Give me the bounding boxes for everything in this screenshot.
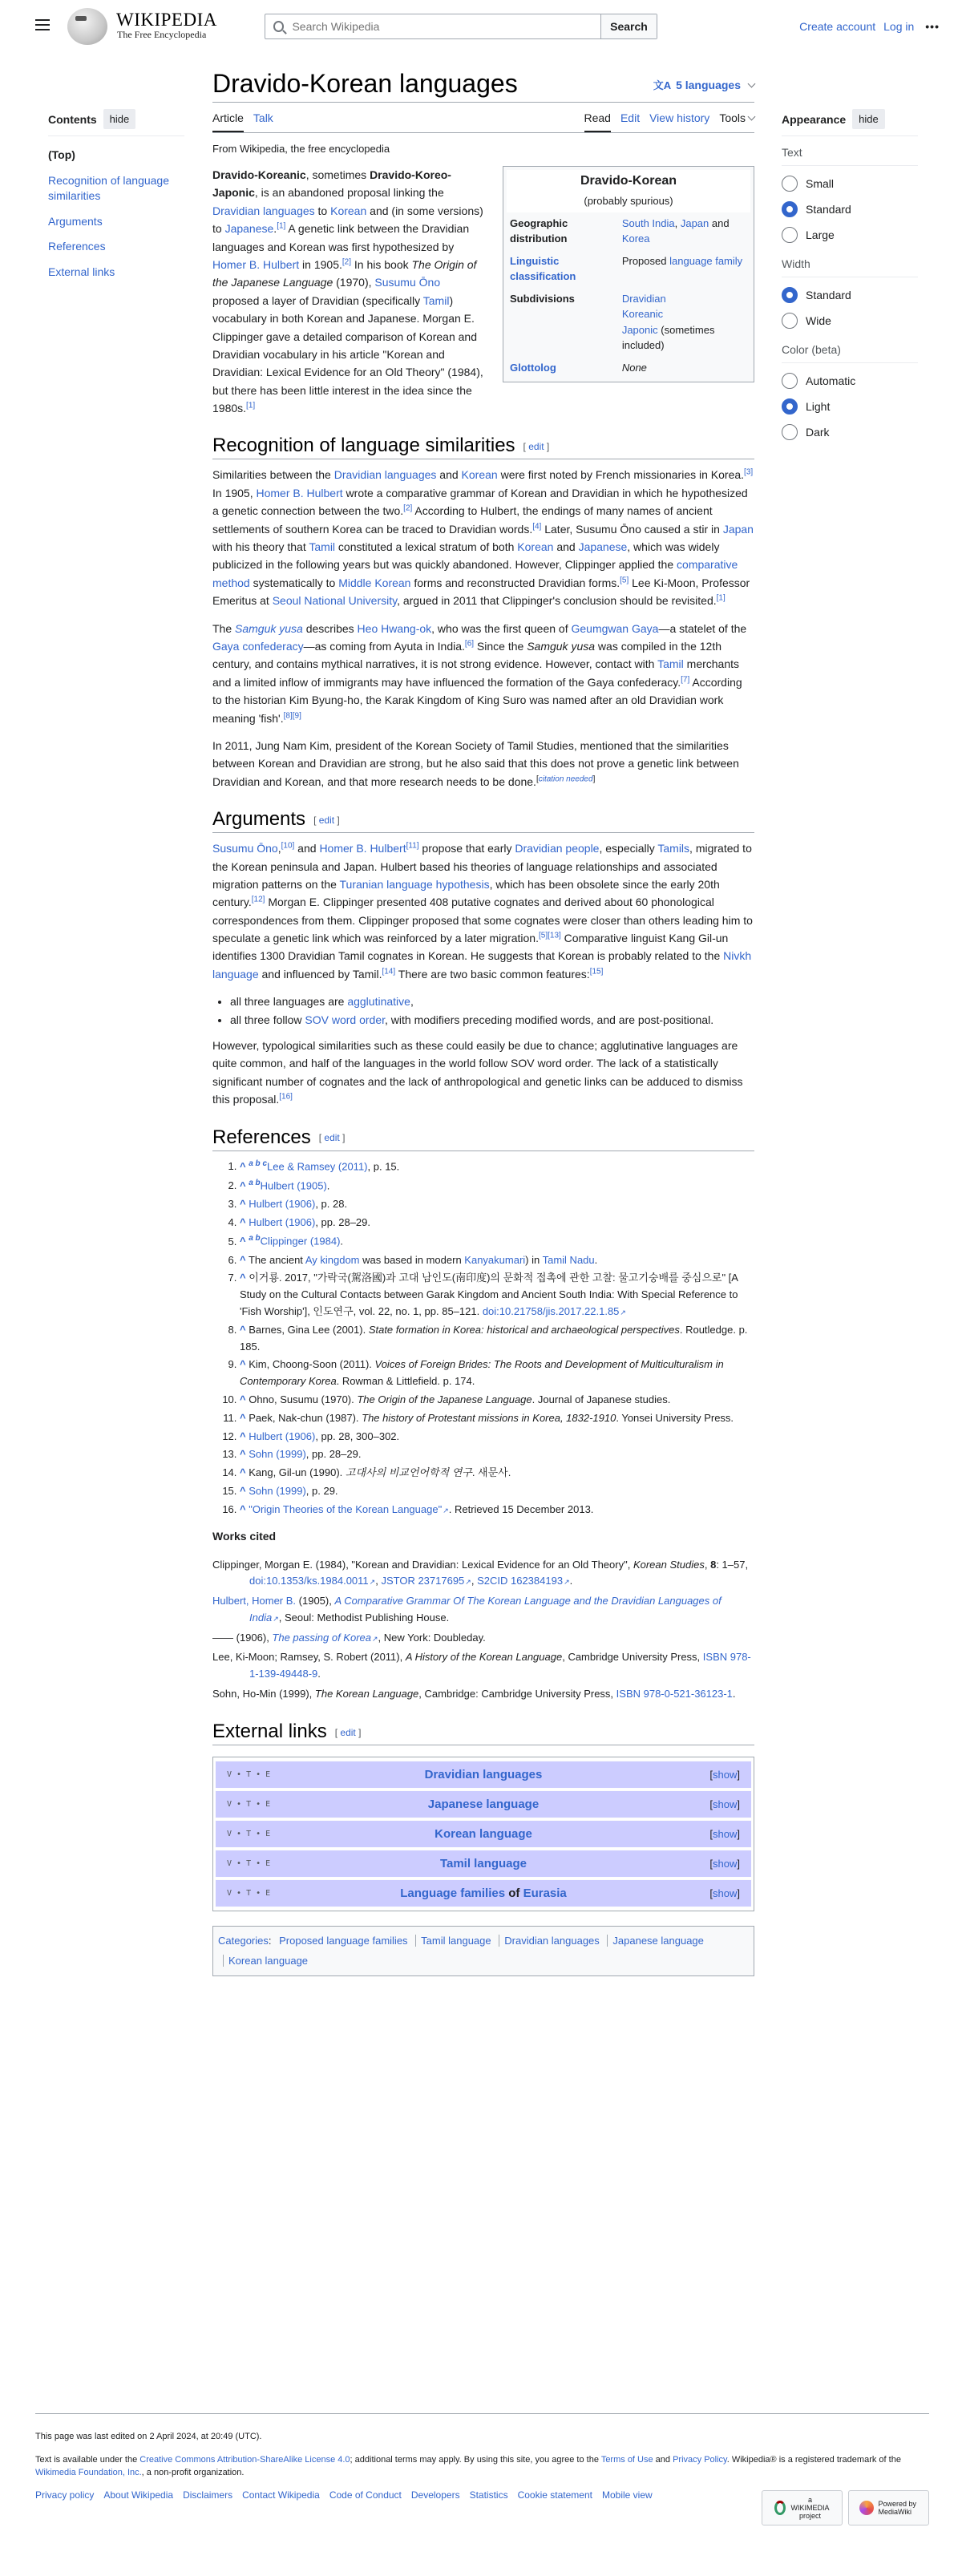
infobox-table <box>507 212 750 379</box>
backlink-caret[interactable]: ^ <box>240 1272 246 1284</box>
wikimedia-foundation-link[interactable]: Wikimedia Foundation, Inc. <box>35 2468 142 2477</box>
navbox-title <box>275 1827 692 1841</box>
citation-needed-link[interactable]: citation needed <box>538 774 593 784</box>
mediawiki-logo-icon <box>859 2501 874 2515</box>
category-link[interactable]: Japanese language <box>612 1934 704 1947</box>
link-korean[interactable]: Korean <box>330 204 367 217</box>
works-cited-item: Clippinger, Morgan E. (1984), "Korean and Dravidian: Lexical Evidence for an Old Theory", Korean Studies, 8: 1–57, doi:10.1353/ks.1984.0011 ↗ , JSTOR 23717695 ↗ , S2CID 162384193 ↗ . <box>212 1557 754 1591</box>
appearance-hide-button[interactable]: hide <box>852 109 885 129</box>
navbox <box>215 1850 752 1878</box>
isbn-link[interactable]: ISBN 978-0-521-36123-1 <box>616 1688 733 1700</box>
book-title: The Origin of the Japanese Language <box>212 257 477 289</box>
infobox-subtitle: (probably spurious) <box>507 192 750 212</box>
user-links <box>799 20 940 33</box>
citation-link[interactable]: [13] <box>548 931 561 940</box>
work-link[interactable]: A Comparative Grammar Of The Korean Language and the Dravidian Languages of India ↗ <box>249 1595 722 1624</box>
infobox-value-link[interactable]: Koreanic <box>621 308 664 320</box>
infobox-value-link[interactable]: Korea <box>621 233 650 245</box>
reference-item: 9. ^ Kim, Choong-Soon (2011). Voices of Foreign Brides: The Roots and Development of Multiculturalism in Contemporary Korea. Rowman & Littlefield. p. 174. <box>240 1357 754 1390</box>
radio-button[interactable] <box>782 287 798 303</box>
works-cited-item: Lee, Ki-Moon; Ramsey, S. Robert (2011), A History of the Korean Language, Cambridge University Press, ISBN 978-1-139-49448-9. <box>212 1651 751 1680</box>
tab-view-history[interactable]: View history <box>649 111 710 124</box>
translate-icon: 文A <box>653 79 672 91</box>
toc-item-external-links[interactable]: External links <box>48 265 115 278</box>
works-cited-item: —— (1906), The passing of Korea ↗ , New York: Doubleday. <box>212 1630 754 1647</box>
wikipedia-wordmark[interactable]: WIKIPEDIA <box>116 10 217 30</box>
identifier-link[interactable]: JSTOR 23717695 ↗ <box>381 1575 471 1587</box>
wikipedia-globe-logo[interactable] <box>67 8 107 45</box>
section-heading-references: References [ edit ] <box>212 1126 754 1151</box>
reference-item: 12. ^ Hulbert (1906), pp. 28, 300–302. <box>240 1429 754 1446</box>
list-item: • all three follow SOV word order, with modifiers preceding modified words, and are post-positional. <box>230 1011 754 1029</box>
reference-item: 6. ^ The ancient Ay kingdom was based in modern Kanyakumari) in Tamil Nadu. <box>240 1252 754 1269</box>
backlink-caret[interactable]: ^ <box>240 1235 246 1248</box>
citation-link[interactable]: [9] <box>292 710 301 720</box>
footer-link-developers[interactable]: Developers <box>410 2489 460 2501</box>
link-gaya-confederacy[interactable]: Gaya confederacy <box>212 639 304 653</box>
navbox-show-toggle[interactable]: [show] <box>709 1887 740 1899</box>
toc-hide-button[interactable]: hide <box>103 109 136 129</box>
page-footer <box>35 2413 929 2520</box>
infobox-label-link[interactable]: Linguistic classification <box>510 254 576 282</box>
link-homer-hulbert[interactable]: Homer B. Hulbert <box>319 842 406 855</box>
paragraph: Similarities between the Dravidian languages and Korean were first noted by French missionaries in Korea.[3] In 1905, Homer B. Hulbert wrote a comparative grammar of Korean and Dravidian in which he hypothesized a genetic connection between the two.[2] According to Hulbert, the endings of many names of ancient settlements of southern Korea can be traced to Dravidian words.[4] Later, Susumu Ōno caused a stir in Japan with his theory that Tamil constituted a lexical stratum of both Korean and Japanese, which was widely publicized in the following years but was quickly abandoned. However, Clippinger applied the comparative method systematically to Middle Korean forms and reconstructed Dravidian forms.[5] Lee Ki-Moon, Professor Emeritus at Seoul National University, argued in 2011 that Clippinger's conclusion should be revisited.[1] <box>212 467 754 608</box>
reference-link[interactable]: Tamil Nadu <box>542 1253 595 1266</box>
section-heading-recognition: Recognition of language similarities [ edit ] <box>212 435 754 459</box>
backlink-caret[interactable]: ^ <box>240 1430 246 1442</box>
appearance-option-light[interactable] <box>782 394 918 419</box>
navbox-title-link[interactable]: Japanese language <box>427 1797 540 1811</box>
reference-link[interactable]: Lee & Ramsey (2011) <box>267 1159 368 1172</box>
backlink-caret[interactable]: ^ <box>240 1323 246 1336</box>
radio-button[interactable] <box>782 201 798 217</box>
reference-link[interactable]: Sohn (1999) <box>249 1484 306 1497</box>
tab-article[interactable]: Article <box>212 111 244 132</box>
radio-label: Dark <box>806 426 830 439</box>
backlink-caret[interactable]: ^ <box>240 1179 246 1192</box>
category-links: Categories: Proposed language families Tamil language Dravidian languages Japanese language Korean language <box>212 1926 754 1976</box>
vte-links[interactable]: V • T • E <box>227 1829 271 1838</box>
edit-section-link[interactable]: edit <box>340 1726 356 1738</box>
reference-item: 2. ^ $^{a b}$Hulbert (1905). <box>240 1177 754 1195</box>
link-tamil[interactable]: Tamil <box>657 657 684 671</box>
wikimedia-project-badge[interactable]: a WIKIMEDIA project <box>762 2490 843 2525</box>
appearance-option-large[interactable] <box>782 222 918 248</box>
reference-link[interactable]: Ay kingdom <box>305 1253 360 1266</box>
link-geumgwan-gaya[interactable]: Geumgwan Gaya <box>571 621 659 635</box>
appearance-group-label: Color (beta) <box>782 334 918 363</box>
backlink-caret[interactable]: ^ <box>240 1253 246 1266</box>
category-link[interactable]: Dravidian languages <box>504 1934 600 1947</box>
radio-label: Small <box>806 177 835 190</box>
article-body <box>212 166 754 1976</box>
footer-link-disclaimers[interactable]: Disclaimers <box>183 2489 233 2501</box>
footer-link-privacy-policy[interactable]: Privacy policy <box>35 2489 95 2501</box>
radio-label: Wide <box>806 314 831 327</box>
tab-read[interactable]: Read <box>584 111 611 132</box>
category-link[interactable]: Proposed language families <box>279 1934 408 1947</box>
features-list <box>212 993 754 1029</box>
appearance-option-automatic[interactable] <box>782 368 918 394</box>
infobox-value-link[interactable]: Japonic <box>621 323 658 336</box>
link-japan[interactable]: Japan <box>722 522 754 536</box>
footer-link-cookie-statement[interactable]: Cookie statement <box>517 2489 592 2501</box>
citation-link[interactable]: [12] <box>251 895 265 904</box>
last-edited-text: This page was last edited on 2 April 2024, at 20:49 (UTC). <box>35 2432 262 2441</box>
infobox-label: Subdivisions <box>510 292 575 305</box>
link-japanese[interactable]: Japanese <box>224 222 274 236</box>
reference-link[interactable]: Sohn (1999) <box>249 1448 306 1461</box>
link-tamil[interactable]: Tamil <box>309 540 336 554</box>
infobox-value: Proposed language family <box>621 254 743 267</box>
citation-link[interactable]: [11] <box>406 841 419 851</box>
appearance-option-small[interactable] <box>782 171 918 196</box>
backlink-caret[interactable]: ^ <box>240 1159 246 1172</box>
toc-item-arguments[interactable]: Arguments <box>48 214 103 228</box>
backlink-caret[interactable]: ^ <box>240 1502 246 1515</box>
footer-link-mobile-view[interactable]: Mobile view <box>601 2489 653 2501</box>
backlink-caret[interactable]: ^ <box>240 1466 246 1479</box>
create-account-link[interactable]: Create account <box>799 20 876 33</box>
navbox-title <box>275 1768 692 1781</box>
license-text: Text is available under the Creative Commons Attribution-ShareAlike License 4.0; additional terms may apply. By using this site, you agree to the Terms of Use and Privacy Policy. Wikipedia® is a registered trademark of the Wikimedia Foundation, Inc., a non-profit organization. <box>35 2454 901 2477</box>
paragraph: However, typological similarities such as these could easily be due to chance; agglutinative languages are quite common, and half of the languages in the world follow SOV word order. The lack of a statistically significant number of cognates and the lack of anthropological and genetic links can be adduced to dismiss this proposal.[16] <box>212 1039 743 1106</box>
vte-links[interactable]: V • T • E <box>227 1799 271 1809</box>
vte-links[interactable]: V • T • E <box>227 1769 271 1779</box>
backlink-caret[interactable]: ^ <box>240 1215 246 1228</box>
vte-links[interactable]: V • T • E <box>227 1858 271 1868</box>
link-agglutinative[interactable]: agglutinative <box>347 995 410 1009</box>
table-of-contents <box>48 109 184 290</box>
link-dravidian-people[interactable]: Dravidian people <box>515 842 600 855</box>
citation-link[interactable]: [7] <box>681 675 690 685</box>
appearance-panel <box>782 109 918 445</box>
reference-item: 4. ^ Hulbert (1906), pp. 28–29. <box>240 1215 754 1231</box>
navbox-title-link[interactable]: Eurasia <box>523 1886 567 1900</box>
radio-button[interactable] <box>782 373 798 389</box>
citation-link[interactable]: [16] <box>279 1092 293 1102</box>
backlink-caret[interactable]: ^ <box>240 1448 246 1461</box>
reference-link[interactable]: doi:10.21758/jis.2017.22.1.85 ↗ <box>483 1305 626 1317</box>
reference-link[interactable]: Clippinger (1984) <box>260 1235 341 1248</box>
infobox-row <box>507 250 750 288</box>
author-link[interactable]: Hulbert, Homer B. <box>212 1595 297 1607</box>
chevron-down-icon <box>748 113 756 121</box>
edit-section-link[interactable]: edit <box>318 814 335 826</box>
navbox-show-toggle[interactable]: [show] <box>709 1798 740 1810</box>
citation-link[interactable]: [5] <box>538 931 548 940</box>
link-samguk-yusa[interactable]: Samguk yusa <box>235 621 303 635</box>
navbox-title-link[interactable]: Language families <box>400 1886 506 1900</box>
link-tamil[interactable]: Tamil <box>422 293 450 307</box>
link-korean[interactable]: Korean <box>461 468 498 482</box>
reference-item: 16. ^ "Origin Theories of the Korean Language" ↗ . Retrieved 15 December 2013. <box>240 1502 754 1519</box>
infobox-label <box>507 357 619 379</box>
appearance-title: Appearance <box>782 112 847 126</box>
search-icon <box>273 21 284 32</box>
isbn-link[interactable]: ISBN 978-1-139-49448-9 <box>249 1651 751 1680</box>
navbox-title: Language families of Eurasia <box>400 1886 567 1900</box>
radio-button[interactable] <box>782 227 798 243</box>
infobox <box>503 166 754 382</box>
reference-item: 3. ^ Hulbert (1906), p. 28. <box>240 1196 754 1213</box>
backlink-caret[interactable]: ^ <box>240 1393 246 1405</box>
citation-link[interactable]: [3] <box>744 467 754 477</box>
toc-item-top[interactable]: (Top) <box>48 148 75 161</box>
terms-of-use-link[interactable]: Terms of Use <box>600 2454 653 2465</box>
tab-tools[interactable] <box>719 111 754 132</box>
link-homer-hulbert[interactable]: Homer B. Hulbert <box>256 486 343 499</box>
link-susumu-ono[interactable]: Susumu Ōno <box>212 842 278 855</box>
backlink-letters[interactable]: a b <box>249 1178 261 1187</box>
section-heading-arguments: Arguments [ edit ] <box>212 808 754 833</box>
link-turanian-hypothesis[interactable]: Turanian language hypothesis <box>339 877 490 891</box>
appearance-option-standard[interactable] <box>782 282 918 308</box>
link-dravidian-languages[interactable]: Dravidian languages <box>212 204 315 217</box>
citation-link[interactable]: [8] <box>283 710 293 720</box>
main-content <box>212 69 754 1976</box>
category-link[interactable]: Korean language <box>228 1954 309 1967</box>
navbox <box>215 1879 752 1907</box>
backlink-caret[interactable]: ^ <box>240 1358 246 1371</box>
link-dravidian-languages[interactable]: Dravidian languages <box>333 468 437 482</box>
backlink-letters[interactable]: a b <box>249 1234 261 1244</box>
reference-link[interactable]: Hulbert (1905) <box>260 1179 327 1192</box>
navboxes <box>212 1757 754 1911</box>
citation-link[interactable]: [6] <box>464 639 475 649</box>
link-tamils[interactable]: Tamils <box>657 842 690 855</box>
language-count: 5 languages <box>676 78 741 91</box>
reference-item: 15. ^ Sohn (1999), p. 29. <box>240 1483 754 1500</box>
radio-label: Automatic <box>806 374 856 387</box>
references-list <box>212 1158 754 1519</box>
search-form <box>265 14 657 39</box>
citation-link[interactable]: [14] <box>382 967 396 977</box>
infobox-label-link[interactable]: Glottolog <box>510 361 556 374</box>
citation-link[interactable]: [2] <box>342 257 351 267</box>
citation-link[interactable]: [1] <box>716 593 726 603</box>
navbox <box>215 1790 752 1818</box>
link-heo-hwang-ok[interactable]: Heo Hwang-ok <box>357 621 432 635</box>
reference-link[interactable]: Hulbert (1906) <box>249 1197 316 1210</box>
navbox-title-link[interactable]: Korean language <box>435 1826 532 1841</box>
reference-item: 11. ^ Paek, Nak-chun (1987). The history of Protestant missions in Korea, 1832-1910. Yonsei University Press. <box>240 1410 754 1427</box>
infobox-value-link[interactable]: Japan <box>680 216 709 229</box>
toc-item-references[interactable]: References <box>48 240 106 253</box>
reference-item: 8. ^ Barnes, Gina Lee (2001). State formation in Korea: historical and archaeological perspectives. Routledge. p. 185. <box>240 1322 754 1356</box>
citation-link[interactable]: [1] <box>277 221 286 231</box>
link-middle-korean[interactable]: Middle Korean <box>338 576 411 589</box>
works-cited-heading: Works cited <box>212 1529 277 1543</box>
navbox-title-link[interactable]: Tamil language <box>439 1856 527 1870</box>
infobox-label: Geographic distribution <box>510 216 568 245</box>
edit-section-link[interactable]: edit <box>528 441 544 453</box>
footer-link-about-wikipedia[interactable]: About Wikipedia <box>103 2489 174 2501</box>
navbox <box>215 1820 752 1848</box>
infobox-value-link[interactable]: language family <box>669 254 743 267</box>
radio-button[interactable] <box>782 398 798 415</box>
wikipedia-tagline: The Free Encyclopedia <box>117 29 207 40</box>
tools-label: Tools <box>719 111 746 124</box>
infobox-row <box>507 212 750 250</box>
bold-term: Dravido-Koreo-Japonic <box>212 168 451 200</box>
radio-button[interactable] <box>782 313 798 329</box>
paragraph: Susumu Ōno,[10] and Homer B. Hulbert[11] propose that early Dravidian people, especially Tamils, migrated to the Korean peninsula and Japan. Hulbert based his theories of language relationships and associated migration patterns on the Turanian language hypothesis, which has been obsolete since the early 20th century.[12] Morgan E. Clippinger presented 408 putative cognates and derived about 60 phonological correspondences from them. Clippinger proposed that some cognates were closer than others leading him to speculate a genetic link which was reinforced by a later migration.[5][13] Comparative linguist Kang Gil-un identifies 1300 Dravidian Tamil cognates in Korean. He suggests that Korean is probably related to the Nivkh language and influenced by Tamil.[14] There are two basic common features:[15] <box>212 841 753 981</box>
appearance-group-label: Width <box>782 248 918 277</box>
identifier-link[interactable]: S2CID 162384193 ↗ <box>477 1575 570 1587</box>
navbox <box>215 1761 752 1789</box>
infobox-label <box>507 250 619 288</box>
link-comparative-method[interactable]: comparative method <box>212 558 738 589</box>
backlink-caret[interactable]: ^ <box>240 1411 246 1424</box>
footer-link-contact-wikipedia[interactable]: Contact Wikipedia <box>242 2489 320 2501</box>
radio-label: Standard <box>806 289 851 301</box>
link-homer-hulbert[interactable]: Homer B. Hulbert <box>212 257 300 271</box>
appearance-option-wide[interactable] <box>782 308 918 334</box>
citation-link[interactable]: [10] <box>281 841 295 851</box>
chevron-down-icon <box>748 79 756 87</box>
citation-link[interactable]: [4] <box>532 521 542 531</box>
categories-label-link[interactable]: Categories <box>218 1934 269 1947</box>
log-in-link[interactable]: Log in <box>883 20 915 33</box>
category-link[interactable]: Tamil language <box>421 1934 491 1947</box>
appearance-option-dark[interactable] <box>782 419 918 445</box>
infobox-value: Dravidian Koreanic Japonic (sometimes included) <box>621 292 715 351</box>
main-menu-button[interactable] <box>35 19 50 30</box>
navbox-title-link[interactable]: Dravidian languages <box>424 1767 543 1781</box>
citation-link[interactable]: [15] <box>589 967 604 977</box>
navbox-show-toggle[interactable]: [show] <box>709 1768 740 1781</box>
reference-link[interactable]: Kanyakumari <box>464 1253 526 1266</box>
radio-label: Light <box>806 400 831 413</box>
footer-link-statistics[interactable]: Statistics <box>469 2489 508 2501</box>
reference-link[interactable]: Hulbert (1906) <box>249 1430 316 1442</box>
toc-item-recognition[interactable]: Recognition of language similarities <box>48 173 170 203</box>
citation-link[interactable]: [2] <box>403 503 413 513</box>
reference-item: 5. ^ $^{a b}$Clippinger (1984). <box>240 1232 754 1250</box>
infobox-value: South India, Japan and Korea <box>621 216 730 245</box>
infobox-row <box>507 288 750 357</box>
page-title: Dravido-Korean languages <box>212 69 518 98</box>
infobox-value: None <box>621 361 647 374</box>
backlink-caret[interactable]: ^ <box>240 1197 246 1210</box>
section-heading-external-links: External links [ edit ] <box>212 1721 754 1745</box>
search-input[interactable] <box>290 19 600 34</box>
vte-links[interactable]: V • T • E <box>227 1888 271 1898</box>
works-cited-list <box>212 1557 754 1703</box>
site-tagline: From Wikipedia, the free encyclopedia <box>212 143 390 155</box>
powered-by-mediawiki-badge[interactable]: Powered by MediaWiki <box>848 2490 929 2525</box>
radio-label: Standard <box>806 203 851 216</box>
tab-edit[interactable]: Edit <box>620 111 641 124</box>
search-button[interactable]: Search <box>600 14 657 38</box>
infobox-row <box>507 357 750 379</box>
citation-link[interactable]: [5] <box>620 576 629 585</box>
link-susumu-ono[interactable]: Susumu Ōno <box>374 276 441 289</box>
infobox-title: Dravido-Korean <box>507 170 750 192</box>
bold-term: Dravido-Koreanic <box>212 168 306 181</box>
radio-button[interactable] <box>782 176 798 192</box>
reference-item: 7. ^ 이거룡. 2017, "가락국(駕洛國)과 고대 남인도(南印度)의 문화적 접촉에 관한 고찰: 물고기숭배를 중심으로" [A Study on the Cultural Contacts between Garak Kingdom and Ancient South India: With Special Reference to 'Fish Worship'], 인도연구, vol. 22, no. 1, pp. 85–121. doi:10.21758/jis.2017.22.1.85 ↗ <box>240 1270 754 1320</box>
link-seoul-national-university[interactable]: Seoul National University <box>272 594 398 608</box>
radio-button[interactable] <box>782 424 798 440</box>
work-link[interactable]: The passing of Korea ↗ <box>272 1632 378 1644</box>
navbox-show-toggle[interactable]: [show] <box>709 1827 740 1840</box>
reference-item: 13. ^ Sohn (1999), pp. 28–29. <box>240 1446 754 1463</box>
appearance-group-label: Text <box>782 136 918 166</box>
navbox-title <box>275 1798 692 1811</box>
reference-item: 1. ^ $^{a b c}$Lee & Ramsey (2011), p. 15. <box>240 1158 754 1175</box>
reference-link[interactable]: "Origin Theories of the Korean Language" ↗ <box>249 1503 449 1515</box>
infobox-value-link[interactable]: South India <box>621 216 675 229</box>
privacy-policy-link[interactable]: Privacy Policy <box>673 2454 727 2465</box>
backlink-letters[interactable]: a b c <box>249 1159 268 1168</box>
paragraph: The Samguk yusa describes Heo Hwang-ok, who was the first queen of Geumgwan Gaya—a statelet of the Gaya confederacy—as coming from Ayuta in India.[6] Since the Samguk yusa was compiled in the 12th century, and contains mythical narratives, it is not strong evidence. However, contact with Tamil merchants and a limited inflow of immigrants may have influenced the formation of the Gaya confederacy.[7] According to the historian Kim Byung-ho, the Karak Kingdom of King Suro was named after an old Dravidian work meaning 'fish'.[8][9] <box>212 621 747 725</box>
site-header <box>0 0 962 55</box>
license-link[interactable]: Creative Commons Attribution-ShareAlike License 4.0 <box>139 2454 350 2465</box>
edit-section-link[interactable]: edit <box>324 1132 340 1144</box>
citation-link[interactable]: [1] <box>246 401 256 410</box>
language-selector-button[interactable] <box>653 77 754 92</box>
list-item: • all three languages are agglutinative, <box>230 993 754 1010</box>
backlink-caret[interactable]: ^ <box>240 1484 246 1497</box>
link-japanese[interactable]: Japanese <box>578 540 628 554</box>
intro-paragraph: Dravido-Koreanic, sometimes Dravido-Koreo-Japonic, is an abandoned proposal linking the Dravidian languages to Korean and (in some versions) to Japanese.[1] A genetic link between the Dravidian languages and Korean was first hypothesized by Homer B. Hulbert in 1905.[2] In his book The Origin of the Japanese Language (1970), Susumu Ōno proposed a layer of Dravidian (specifically Tamil) vocabulary in both Korean and Japanese. Morgan E. Clippinger gave a detailed comparison of Korean and Dravidian vocabulary in his article "Korean and Dravidian: Lexical Evidence for an Old Theory" (1984), but there has been little interest in the idea since the 1980s.[1] <box>212 168 483 415</box>
works-cited-item: Hulbert, Homer B. (1905), A Comparative Grammar Of The Korean Language and the Dravidian Languages of India ↗ , Seoul: Methodist Publishing House. <box>212 1593 754 1627</box>
navbox-show-toggle[interactable]: [show] <box>709 1857 740 1870</box>
reference-item: 10. ^ Ohno, Susumu (1970). The Origin of the Japanese Language. Journal of Japanese studies. <box>240 1392 754 1409</box>
radio-label: Large <box>806 228 835 241</box>
link-korean[interactable]: Korean <box>517 540 554 554</box>
wikimedia-logo-icon <box>774 2501 786 2515</box>
paragraph: In 2011, Jung Nam Kim, president of the Korean Society of Tamil Studies, mentioned that the similarities between Korean and Dravidian are strong, but he also said that this does not prove a genetic link between Dravidian and Korean, and that more research needs to be done.[citation needed] <box>212 738 739 788</box>
reference-item: 14. ^ Kang, Gil-un (1990). 고대사의 비교언어학적 연구. 새문사. <box>240 1465 754 1482</box>
works-cited-item: Sohn, Ho-Min (1999), The Korean Language, Cambridge: Cambridge University Press, ISBN 978-0-521-36123-1. <box>212 1688 736 1700</box>
appearance-option-standard[interactable] <box>782 196 918 222</box>
toc-title: Contents <box>48 112 97 126</box>
tab-talk[interactable]: Talk <box>253 111 273 124</box>
more-options-icon[interactable]: ••• <box>925 20 940 33</box>
footer-link-code-of-conduct[interactable]: Code of Conduct <box>329 2489 402 2501</box>
identifier-link[interactable]: doi:10.1353/ks.1984.0011 ↗ <box>249 1575 375 1587</box>
link-nivkh-language[interactable]: Nivkh language <box>212 949 752 981</box>
reference-link[interactable]: Hulbert (1906) <box>249 1215 316 1228</box>
link-sov-word-order[interactable]: SOV word order <box>305 1013 385 1026</box>
navbox-title <box>275 1857 692 1870</box>
infobox-value-link[interactable]: Dravidian <box>621 292 666 305</box>
